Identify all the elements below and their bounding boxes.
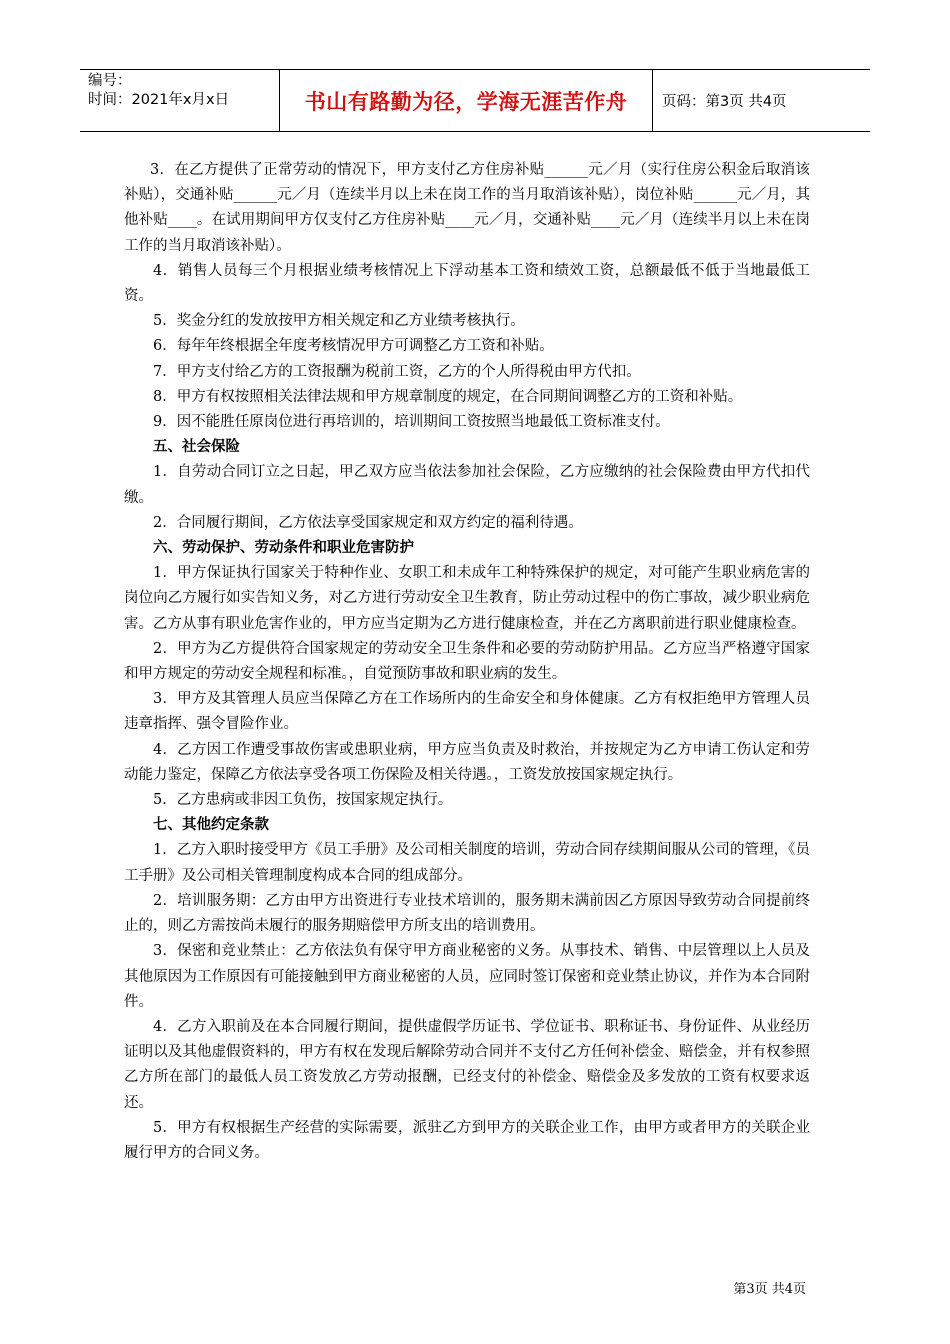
clause-paragraph: 2．甲方为乙方提供符合国家规定的劳动安全卫生条件和必要的劳动防护用品。乙方应当严格遵守国家和甲方规定的劳动安全规程和标准。，自觉预防事故和职业病的发生。 xyxy=(124,640,810,683)
clause-paragraph: 4．乙方入职前及在本合同履行期间，提供虚假学历证书、学位证书、职称证书、身份证件、从业经历证明以及其他虚假资料的，甲方有权在发现后解除劳动合同并不支付乙方任何补偿金、赔偿金，并有权参照乙方所在部门的最低人员工资发放乙方劳动报酬，已经支付的补偿金、赔偿金及多发放的工资有权要求返还。 xyxy=(124,1018,810,1111)
clause-paragraph: 2．培训服务期：乙方由甲方出资进行专业技术培训的，服务期未满前因乙方原因导致劳动合同提前终止的，则乙方需按尚未履行的服务期赔偿甲方所支出的培训费用。 xyxy=(124,892,810,935)
clause-paragraph: 1．甲方保证执行国家关于特种作业、女职工和未成年工种特殊保护的规定，对可能产生职业病危害的岗位向乙方履行如实告知义务，对乙方进行劳动安全卫生教育，防止劳动过程中的伤亡事故，减少职业病危害。乙方从事有职业危害作业的，甲方应当定期为乙方进行健康检查，并在乙方离职前进行职业健康检查。 xyxy=(124,565,810,632)
clause-paragraph: 5．甲方有权根据生产经营的实际需要，派驻乙方到甲方的关联企业工作，由甲方或者甲方的关联企业履行甲方的合同义务。 xyxy=(124,1119,810,1161)
section-heading: 六、劳动保护、劳动条件和职业危害防护 xyxy=(153,540,414,557)
clause-paragraph: 8．甲方有权按照相关法律法规和甲方规章制度的规定，在合同期间调整乙方的工资和补贴。 xyxy=(153,388,743,405)
clause-paragraph: 1．自劳动合同订立之日起，甲乙双方应当依法参加社会保险，乙方应缴纳的社会保险费由甲方代扣代缴。 xyxy=(124,464,810,506)
clause-paragraph: 7．甲方支付给乙方的工资报酬为税前工资，乙方的个人所得税由甲方代扣。 xyxy=(153,363,641,380)
section-heading: 五、社会保险 xyxy=(153,439,240,456)
document-date-label: 时间：2021年x月x日 xyxy=(88,92,230,108)
document-header xyxy=(80,69,870,132)
clause-paragraph: 1．乙方入职时接受甲方《员工手册》及公司相关制度的培训，劳动合同存续期间服从公司的管理，《员工手册》及公司相关管理制度构成本合同的组成部分。 xyxy=(124,842,810,884)
header-page-number: 页码：第3页 共4页 xyxy=(662,94,787,110)
clause-paragraph: 4．乙方因工作遭受事故伤害或患职业病，甲方应当负责及时救治，并按规定为乙方申请工伤认定和劳动能力鉴定，保障乙方依法享受各项工伤保险及相关待遇。，工资发放按国家规定执行。 xyxy=(124,741,810,783)
clause-paragraph: 3．保密和竞业禁止：乙方依法负有保守甲方商业秘密的义务。从事技术、销售、中层管理以上人员及其他原因为工作原因有可能接触到甲方商业秘密的人员，应同时签订保密和竞业禁止协议，并作为本合同附件。 xyxy=(124,943,810,1010)
clause-paragraph: 5．奖金分红的发放按甲方相关规定和乙方业绩考核执行。 xyxy=(153,313,525,330)
document-body xyxy=(124,158,810,1166)
header-meta xyxy=(80,70,280,131)
clause-paragraph: 3．甲方及其管理人员应当保障乙方在工作场所内的生命安全和身体健康。乙方有权拒绝甲方管理人员违章指挥、强令冒险作业。 xyxy=(124,691,810,733)
document-number-label: 编号： xyxy=(88,73,132,89)
page-footer: 第3页 共4页 xyxy=(733,1282,806,1297)
header-motto: 书山有路勤为径，学海无涯苦作舟 xyxy=(280,70,653,131)
clause-paragraph: 9．因不能胜任原岗位进行再培训的，培训期间工资按照当地最低工资标准支付。 xyxy=(153,414,670,431)
section-heading: 七、其他约定条款 xyxy=(153,817,269,834)
clause-paragraph: 6．每年年终根据全年度考核情况甲方可调整乙方工资和补贴。 xyxy=(153,338,554,355)
clause-paragraph: 4．销售人员每三个月根据业绩考核情况上下浮动基本工资和绩效工资，总额最低不低于当地最低工资。 xyxy=(124,262,810,305)
clause-paragraph: 2．合同履行期间，乙方依法享受国家规定和双方约定的福利待遇。 xyxy=(153,514,583,531)
clause-paragraph: 5．乙方患病或非因工负伤，按国家规定执行。 xyxy=(153,792,453,809)
clause-paragraph: 3．在乙方提供了正常劳动的情况下，甲方支付乙方住房补贴______元／月（实行住房公积金后取消该补贴），交通补贴______元／月（连续半月以上未在岗工作的当月取消该补贴），岗位补贴______元／月，其他补贴____。在试用期间甲方仅支付乙方住房补贴____元／月，交通补贴____元／月（连续半月以上未在岗工作的当月取消该补贴）。 xyxy=(124,162,810,254)
